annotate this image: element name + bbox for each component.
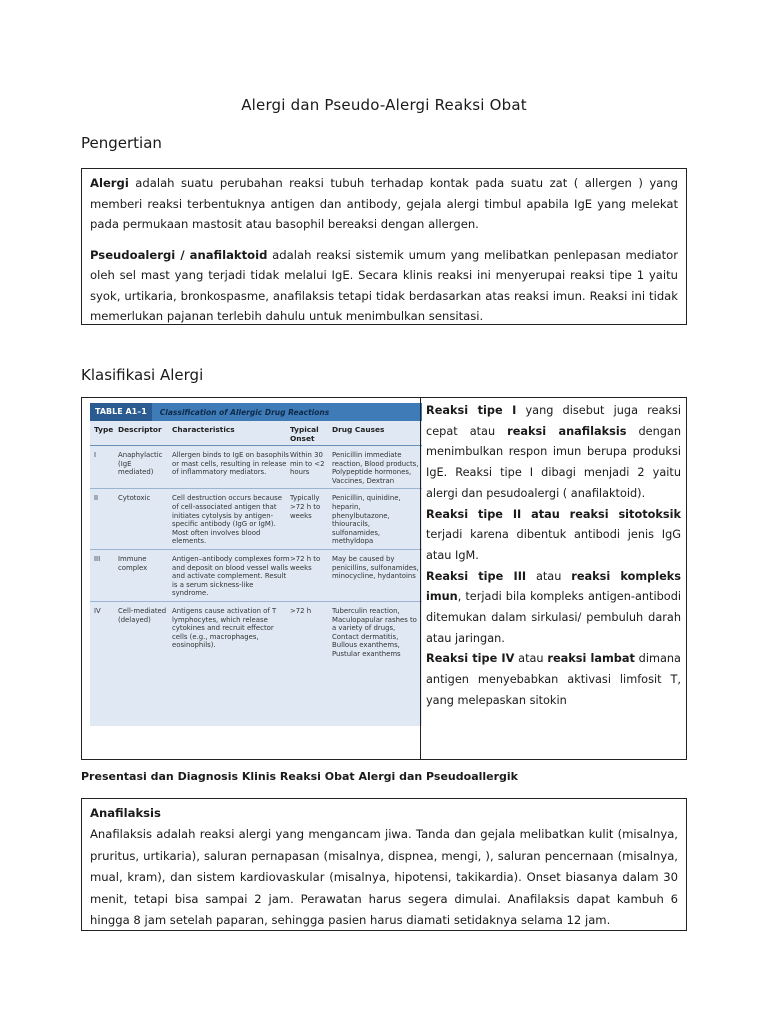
text: atau xyxy=(514,652,548,666)
table-column-headers xyxy=(90,421,422,446)
definition-box xyxy=(81,168,687,325)
cell-characteristics: Allergen binds to IgE on basophils or mast cells, resulting in release of inflammatory mediators. xyxy=(172,451,289,477)
cell-descriptor: Immune complex xyxy=(118,554,148,572)
term-reaksi-lambat: reaksi lambat xyxy=(547,652,635,666)
type-4-description xyxy=(426,649,681,711)
cell-onset: Within 30 min to <2 hours xyxy=(290,451,325,477)
cell-descriptor: Anaphylactic (IgE mediated) xyxy=(118,451,163,477)
cell-onset: >72 h xyxy=(290,606,312,615)
classification-box xyxy=(81,397,687,760)
cell-onset: Typically >72 h to weeks xyxy=(290,494,321,520)
definition-alergi-text: adalah suatu perubahan reaksi tubuh terhadap kontak pada suatu zat ( allergen ) yang memberi reaksi terbentuknya antigen dan antibody, gejala alergi timbul apabila IgE yang melekat pada permukaan mastosit atau basophil bereaksi dengan allergen. xyxy=(90,176,678,231)
definition-alergi xyxy=(90,173,678,235)
cell-characteristics: Antigen–antibody complexes form and deposit on blood vessel walls and activate complement. Result is a serum sickness-like syndrome. xyxy=(172,554,290,598)
anafilaksis-box xyxy=(81,798,687,931)
type-3-description xyxy=(426,567,681,650)
term-kompleks-imun: reaksi kompleks imun xyxy=(426,569,682,604)
col-onset: Typical Onset xyxy=(290,425,319,443)
table-caption: Classification of Allergic Drug Reactions xyxy=(159,407,330,417)
term-type-1: Reaksi tipe I xyxy=(426,404,517,417)
table-row xyxy=(90,550,422,602)
table-header-bar xyxy=(90,403,422,421)
term-type-4: Reaksi tipe IV xyxy=(426,652,515,666)
cell-type: I xyxy=(94,451,97,459)
page-title: Alergi dan Pseudo-Alergi Reaksi Obat xyxy=(241,96,527,114)
cell-type: III xyxy=(94,554,101,563)
term-anafilaksis-heading: Anafilaksis xyxy=(90,806,161,820)
term-pseudoalergi: Pseudoalergi / anafilaktoid xyxy=(90,247,268,262)
text: dimana antigen menyebabkan aktivasi limfosit T, yang melepaskan sitokin xyxy=(426,652,681,707)
section-heading-presentasi: Presentasi dan Diagnosis Klinis Reaksi Obat Alergi dan Pseudoallergik xyxy=(81,770,518,783)
cell-type: II xyxy=(94,494,99,503)
cell-characteristics: Cell destruction occurs because of cell-associated antigen that initiates cytolysis by antigen-specific antibody (IgG or IgM). Most often involves blood elements. xyxy=(172,494,282,546)
section-heading-pengertian: Pengertian xyxy=(81,134,162,152)
cell-descriptor: Cytotoxic xyxy=(118,494,151,503)
cell-causes: Penicillin immediate reaction, Blood products, Polypeptide hormones, Vaccines, Dextran xyxy=(332,451,419,485)
table-row xyxy=(90,446,422,489)
col-characteristics: Characteristics xyxy=(172,425,235,434)
classification-description xyxy=(426,401,681,712)
cell-descriptor: Cell-mediated (delayed) xyxy=(118,606,167,624)
text: terjadi karena dibentuk antibodi jenis IgG atau IgM. xyxy=(426,528,681,562)
term-type-3: Reaksi tipe III xyxy=(426,569,527,583)
text: yang disebut juga reaksi cepat atau xyxy=(426,404,681,438)
cell-characteristics: Antigens cause activation of T lymphocytes, which release cytokines and recruit effector cells (e.g., macrophages, eosinophils). xyxy=(172,606,277,650)
cell-causes: May be caused by penicillins, sulfonamides, minocycline, hydantoins xyxy=(332,554,419,581)
section-heading-klasifikasi: Klasifikasi Alergi xyxy=(81,366,204,384)
table-row xyxy=(90,489,422,550)
text: dengan menimbulkan respon imun berupa produksi IgE. Reaksi tipe I dibagi menjadi 2 yaitu alergi dan pesudoalergi ( anafilaktoid). xyxy=(426,424,681,500)
definition-pseudoalergi-text: adalah reaksi sistemik umum yang melibatkan penlepasan mediator oleh sel mast yang terjadi tidak melalui IgE. Secara klinis reaksi ini menyerupai reaksi tipe 1 yaitu syok, urtikaria, bronkospasme, anafilaksis tetapi tidak berdasarkan atas reaksi imun. Reaksi ini tidak memerlukan pajanan terlebih dahulu untuk menimbulkan sensitasi. xyxy=(90,247,678,323)
cell-onset: >72 h to weeks xyxy=(290,554,321,572)
cell-causes: Penicillin, quinidine, heparin, phenylbutazone, thiouracils, sulfonamides, methyldopa xyxy=(332,494,401,546)
type-2-description xyxy=(426,505,681,567)
col-type: Type xyxy=(94,425,114,434)
col-causes: Drug Causes xyxy=(332,425,385,434)
table-row xyxy=(90,602,422,662)
column-divider xyxy=(420,398,421,759)
anafilaksis-subheading xyxy=(90,803,678,824)
term-alergi: Alergi xyxy=(90,176,129,190)
type-1-description xyxy=(426,401,681,505)
classification-table-image xyxy=(90,403,422,726)
text: , terjadi bila kompleks antigen-antibodi ditemukan dalam sirkulasi/ pembuluh darah atau jaringan. xyxy=(426,590,681,645)
term-anafilaksis: reaksi anafilaksis xyxy=(507,424,627,438)
cell-causes: Tuberculin reaction, Maculopapular rashes to a variety of drugs, Contact dermatitis, Bullous exanthems, Pustular exanthems xyxy=(332,606,417,658)
cell-type: IV xyxy=(94,606,101,615)
col-descriptor: Descriptor xyxy=(118,425,162,434)
text: atau xyxy=(526,569,572,583)
table-tag: TABLE A1–1 xyxy=(90,403,152,421)
definition-pseudoalergi xyxy=(90,245,678,327)
term-type-2: Reaksi tipe II atau reaksi sitotoksik xyxy=(426,507,681,521)
anafilaksis-text: Anafilaksis adalah reaksi alergi yang mengancam jiwa. Tanda dan gejala melibatkan kulit (misalnya, pruritus, urtikaria), saluran pernapasan (misalnya, dispnea, mengi, ), saluran pencernaan (misalnya, mual, kram), dan sistem kardiovaskular (misalnya, hipotensi, takikardia). Onset biasanya dalam 30 menit, tetapi bisa sampai 2 jam. Perawatan harus segera dimulai. Anafilaksis dapat kambuh 6 hingga 8 jam setelah paparan, sehingga pasien harus diamati setidaknya selama 12 jam. xyxy=(90,827,678,928)
